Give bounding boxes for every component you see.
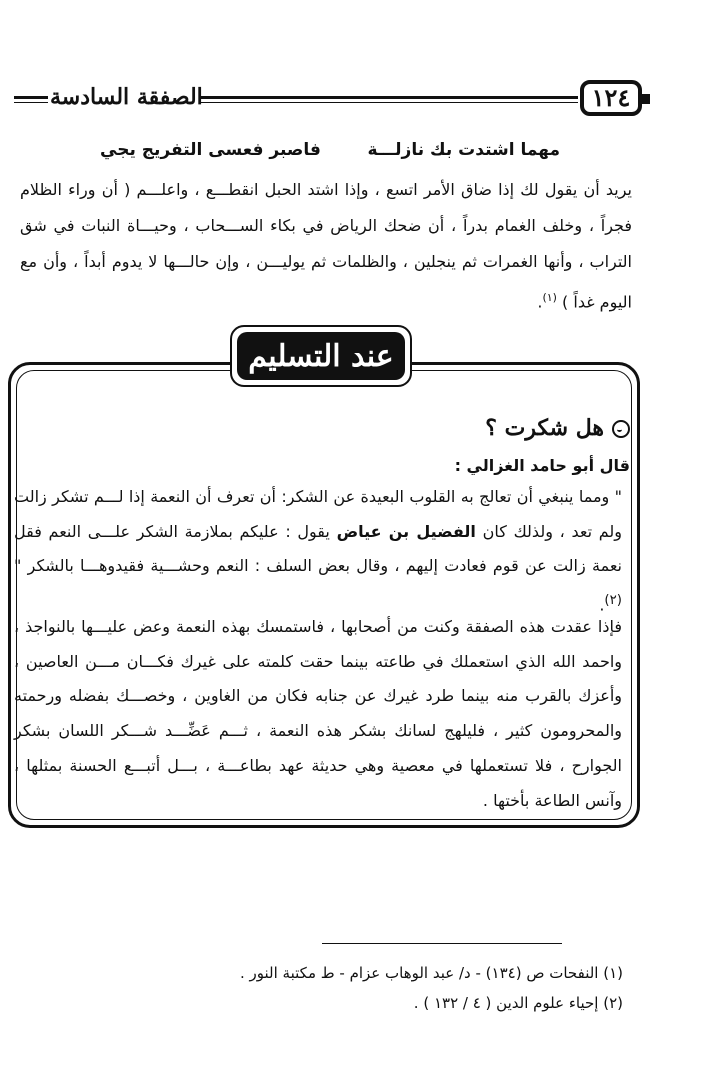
footnotes — [103, 958, 623, 1018]
page-header — [10, 80, 700, 124]
header-rule-center-thin — [200, 102, 578, 103]
page-number-tab — [642, 94, 650, 104]
intro-paragraph: يريد أن يقول لك إذا ضاق الأمر اتسع ، وإذا اشتد الحبل انقطـــع ، واعلـــم ( أن وراء الظلام فجراً ، وخلف الغمام بدراً ، أن ضحك الرياض في بكاء الســـحاب ، وحيـــاة النبات في شق التراب ، وأنها الغمرات ثم ينجلين ، والظلمات ثم يوليـــن ، وإن حالـــها لا يدوم أبداً ، وأن مع اليوم غداً ) $^{(١)}$. — [20, 180, 632, 312]
page-number: ١٢٤ — [580, 80, 642, 116]
question-heading — [40, 415, 630, 449]
section-title: الصفقة السادسة — [50, 84, 203, 110]
quote-paragraph: " ومما ينبغي أن تعالج به القلوب البعيدة عن الشكر: أن تعرف أن النعمة إذا لـــم تشكر زالت ولم تعد ، ولذلك كان الفضيل بن عياض يقول : عليكم بملازمة الشكر علـــى النعم فقل نعمة زالت عن قوم فعادت إليهم ، وقال بعض السلف : النعم وحشـــية فقيدوهـــا بالشكر " $^{(٢)}$. — [14, 487, 622, 614]
box-title: عند التسليم — [237, 332, 405, 380]
smile-icon — [612, 420, 630, 438]
poem-verse — [100, 140, 560, 170]
footnote-2: (٢) إحياء علوم الدين ( ٤ / ١٣٢ ) . — [413, 994, 623, 1012]
said-by: قال أبو حامد الغزالي : — [454, 456, 630, 475]
quote-bold-name: الفضيل بن عياض — [336, 521, 476, 541]
poem-hemistich-left: فاصبر فعسى التفريج يجي — [100, 140, 321, 160]
poem-hemistich-right: مهما اشتدت بك نازلـــة — [367, 140, 560, 160]
question-text: هل شكرت ؟ — [485, 415, 604, 441]
intro-text: يريد أن يقول لك إذا ضاق الأمر اتسع ، وإذا اشتد الحبل انقطـــع ، واعلـــم ( أن وراء الظلام فجراً ، وخلف الغمام بدراً ، أن ضحك الرياض في بكاء الســـحاب ، وحيـــاة النبات في شق التراب ، وأنها الغمرات ثم ينجلين ، والظلمات ثم يوليـــن ، وإن حالـــها لا يدوم أبداً ، وأن مع اليوم غداً ) — [20, 180, 632, 312]
footnote-ref-2: (٢) — [604, 592, 622, 608]
box-paragraph: فإذا عقدت هذه الصفقة وكنت من أصحابها ، فاستمسك بهذه النعمة وعض عليـــها بالنواجذ ، واحمد الله الذي استعملك في طاعته بينما حقت كلمته على غيرك فكـــان مـــن العاصين ، وأعزك بالقرب منه بينما طرد غيرك عن جنابه فكان من الغاوين ، وخصـــك بفضله ورحمته والمحرومون كثير ، فليلهج لسانك بشكر هذه النعمة ، ثـــم عَضِّـــد شـــكر اللسان بشكر الجوارح ، فلا تستعملها في معصية وهي حديثة عهد بطاعـــة ، بـــل أتبـــع الحسنة بمثلها ، وآنس الطاعة بأختها . — [14, 617, 622, 810]
quote-part-2: يقول : عليكم بملازمة الشكر علـــى النعم فقل نعمة زالت عن قوم فعادت إليهم ، وقال بعض السلف : النعم وحشـــية فقيدوهـــا بالشكر " — [14, 521, 622, 575]
quote-part-1: " ومما ينبغي أن تعالج به القلوب البعيدة عن الشكر: أن تعرف أن النعمة إذا لـــم تشكر زالت ولم تعد ، ولذلك كان — [14, 487, 622, 541]
header-rule-left — [14, 96, 48, 99]
header-rule-left-thin — [14, 102, 48, 103]
footnote-1: (١) النفحات ص (١٣٤) - د/ عبد الوهاب عزام - ط مكتبة النور . — [240, 964, 623, 982]
footnote-ref-1: (١) — [542, 291, 557, 304]
header-rule-center — [200, 96, 578, 99]
box-title-frame — [230, 325, 412, 387]
footnote-divider — [322, 943, 562, 944]
